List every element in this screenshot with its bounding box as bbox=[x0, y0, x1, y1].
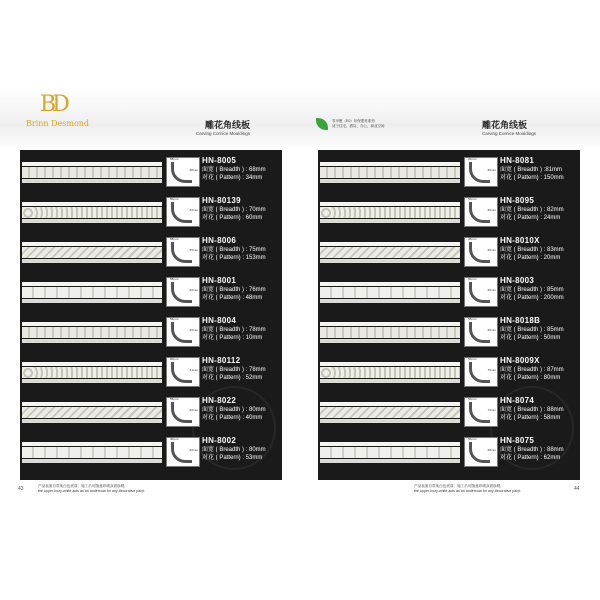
profile-curve-icon bbox=[171, 202, 192, 223]
dimension-height: 55mm bbox=[189, 248, 198, 252]
page-number-left: 43 bbox=[18, 486, 24, 492]
product-row bbox=[20, 236, 282, 276]
moulding-top-edge bbox=[22, 362, 162, 366]
product-breadth: 面宽 ( Breadth ) : 80mm bbox=[202, 407, 266, 413]
moulding-top-edge bbox=[320, 162, 460, 166]
product-breadth: 面宽 ( Breadth ) : 75mm bbox=[202, 247, 266, 253]
moulding-photo bbox=[22, 442, 162, 464]
footer-en: the upper ivory-white acts as an undercoat for any decorative paint. bbox=[414, 489, 522, 493]
moulding-top-edge bbox=[22, 322, 162, 326]
product-breadth: 面宽 ( Breadth ) : 82mm bbox=[500, 207, 564, 213]
moulding-top-edge bbox=[320, 362, 460, 366]
moulding-ornament bbox=[22, 367, 162, 378]
dimension-height: 60mm bbox=[487, 288, 496, 292]
page-title-right bbox=[482, 118, 536, 136]
profile-curve-icon bbox=[171, 242, 192, 263]
product-pattern: 对花 ( Pattern) : 60mm bbox=[202, 215, 263, 221]
product-row bbox=[20, 316, 282, 356]
profile-curve-icon bbox=[469, 362, 490, 383]
dimension-width: 32mm bbox=[468, 157, 477, 161]
moulding-photo bbox=[320, 202, 460, 224]
moulding-ornament bbox=[320, 207, 460, 218]
moulding-top-edge bbox=[320, 322, 460, 326]
moulding-photo bbox=[22, 402, 162, 424]
profile-curve-icon bbox=[469, 242, 490, 263]
dimension-height: 60mm bbox=[189, 408, 198, 412]
product-row bbox=[20, 396, 282, 436]
moulding-photo bbox=[22, 362, 162, 384]
moulding-bottom-edge bbox=[22, 419, 162, 423]
dimension-height: 60mm bbox=[487, 328, 496, 332]
moulding-photo bbox=[22, 162, 162, 184]
moulding-bottom-edge bbox=[22, 339, 162, 343]
moulding-photo bbox=[320, 282, 460, 304]
product-code: HN-8010X bbox=[500, 236, 540, 245]
dimension-width: 48mm bbox=[468, 237, 477, 241]
product-pattern: 对花 ( Pattern) : 80mm bbox=[500, 375, 561, 381]
moulding-photo bbox=[320, 402, 460, 424]
moulding-ornament bbox=[22, 247, 162, 258]
title-cn: 雕花角线板 bbox=[205, 120, 251, 130]
product-pattern: 对花 ( Pattern) : 58mm bbox=[500, 415, 561, 421]
product-pattern: 对花 ( Pattern) : 200mm bbox=[500, 295, 564, 301]
moulding-top-edge bbox=[320, 202, 460, 206]
product-info bbox=[500, 316, 580, 342]
product-code: HN-8074 bbox=[500, 396, 535, 405]
product-breadth: 面宽 ( Breadth ) : 80mm bbox=[202, 447, 266, 453]
moulding-photo bbox=[22, 322, 162, 344]
moulding-photo bbox=[320, 322, 460, 344]
product-row bbox=[318, 436, 580, 476]
leaf-icon bbox=[316, 118, 328, 130]
product-code: HN-8009X bbox=[500, 356, 540, 365]
product-breadth: 面宽 ( Breadth ) : 83mm bbox=[500, 247, 564, 253]
product-pattern: 对花 ( Pattern) : 62mm bbox=[500, 455, 561, 461]
profile-diagram bbox=[166, 437, 200, 467]
dimension-height: 66mm bbox=[487, 248, 496, 252]
title-cn: 雕花角线板 bbox=[482, 120, 528, 130]
dimension-width: 68mm bbox=[170, 237, 179, 241]
product-row bbox=[318, 356, 580, 396]
product-row bbox=[318, 396, 580, 436]
eco-line-2: 适于住宅、酒店、办公、商业空间 bbox=[332, 124, 385, 128]
product-pattern: 对花 ( Pattern) : 10mm bbox=[202, 335, 263, 341]
product-info bbox=[500, 436, 580, 462]
dimension-width: 50mm bbox=[468, 357, 477, 361]
product-code: HN-8005 bbox=[202, 156, 237, 165]
moulding-top-edge bbox=[320, 282, 460, 286]
moulding-ornament bbox=[320, 247, 460, 258]
moulding-ornament bbox=[320, 367, 460, 378]
product-info bbox=[500, 236, 580, 262]
product-row bbox=[318, 196, 580, 236]
profile-curve-icon bbox=[171, 362, 192, 383]
moulding-ornament bbox=[22, 287, 162, 298]
product-info bbox=[500, 356, 580, 382]
product-row bbox=[20, 156, 282, 196]
product-code: HN-8018B bbox=[500, 316, 541, 325]
footer-en: the upper ivory-white acts as an undercoat for any decorative paint. bbox=[38, 489, 146, 493]
moulding-bottom-edge bbox=[22, 179, 162, 183]
product-pattern: 对花 ( Pattern) : 48mm bbox=[202, 295, 263, 301]
title-en: Carving Cornice Mouldings bbox=[482, 131, 537, 136]
dimension-height: 60mm bbox=[189, 448, 198, 452]
product-code: HN-8001 bbox=[202, 276, 237, 285]
dimension-width: 54mm bbox=[170, 317, 179, 321]
moulding-ornament bbox=[320, 327, 460, 338]
profile-curve-icon bbox=[171, 162, 192, 183]
product-breadth: 面宽 ( Breadth ) :81mm bbox=[500, 167, 563, 173]
moulding-bottom-edge bbox=[320, 419, 460, 423]
product-breadth: 面宽 ( Breadth ) : 70mm bbox=[202, 207, 266, 213]
product-pattern: 对花 ( Pattern) : 20mm bbox=[500, 255, 561, 261]
product-row bbox=[20, 196, 282, 236]
title-en: Carving Cornice Mouldings bbox=[196, 131, 251, 136]
profile-diagram bbox=[166, 157, 200, 187]
dimension-width: 60mm bbox=[468, 277, 477, 281]
profile-diagram bbox=[166, 397, 200, 427]
profile-diagram bbox=[464, 317, 498, 347]
moulding-photo bbox=[320, 442, 460, 464]
dimension-height: 65mm bbox=[487, 168, 496, 172]
moulding-bottom-edge bbox=[22, 259, 162, 263]
dimension-height: 65mm bbox=[487, 208, 496, 212]
profile-diagram bbox=[464, 197, 498, 227]
dimension-height: 68mm bbox=[487, 448, 496, 452]
moulding-bottom-edge bbox=[320, 259, 460, 263]
moulding-top-edge bbox=[22, 242, 162, 246]
dimension-height: 68mm bbox=[189, 168, 198, 172]
product-info bbox=[202, 396, 282, 422]
footer-cn: 产品表面自带纯白色底漆，施工后可随意印刷双面涂刷。 bbox=[414, 484, 504, 488]
product-info bbox=[202, 276, 282, 302]
dimension-height: 65mm bbox=[189, 328, 198, 332]
moulding-top-edge bbox=[22, 162, 162, 166]
product-breadth: 面宽 ( Breadth ) : 76mm bbox=[202, 287, 266, 293]
dimension-width: 50mm bbox=[170, 197, 179, 201]
product-breadth: 面宽 ( Breadth ) : 78mm bbox=[202, 367, 266, 373]
moulding-ornament bbox=[320, 407, 460, 418]
moulding-top-edge bbox=[320, 442, 460, 446]
product-pattern: 对花 ( Pattern) : 52mm bbox=[202, 375, 263, 381]
product-code: HN-8002 bbox=[202, 436, 237, 445]
moulding-photo bbox=[22, 282, 162, 304]
dimension-width: 56mm bbox=[468, 437, 477, 441]
moulding-ornament bbox=[22, 207, 162, 218]
product-info bbox=[202, 436, 282, 462]
product-info bbox=[202, 156, 282, 182]
profile-diagram bbox=[166, 357, 200, 387]
moulding-ornament bbox=[320, 287, 460, 298]
moulding-bottom-edge bbox=[320, 339, 460, 343]
product-code: HN-80112 bbox=[202, 356, 241, 365]
logo-mark: BD bbox=[40, 92, 66, 117]
profile-diagram bbox=[166, 277, 200, 307]
profile-diagram bbox=[166, 237, 200, 267]
product-breadth: 面宽 ( Breadth ) : 88mm bbox=[500, 447, 564, 453]
product-breadth: 面宽 ( Breadth ) : 88mm bbox=[500, 407, 564, 413]
dimension-width: 60mm bbox=[170, 357, 179, 361]
page-number-right: 44 bbox=[574, 486, 580, 492]
product-code: HN-8022 bbox=[202, 396, 237, 405]
eco-line-1: 零甲醛（E0）环保建材系列 bbox=[332, 119, 375, 123]
profile-curve-icon bbox=[171, 402, 192, 423]
product-info bbox=[500, 156, 580, 182]
moulding-ornament bbox=[22, 407, 162, 418]
profile-curve-icon bbox=[171, 442, 192, 463]
product-code: HN-8004 bbox=[202, 316, 237, 325]
dimension-width: 40mm bbox=[170, 437, 179, 441]
product-breadth: 面宽 ( Breadth ) : 85mm bbox=[500, 327, 564, 333]
profile-diagram bbox=[166, 317, 200, 347]
product-info bbox=[500, 196, 580, 222]
moulding-bottom-edge bbox=[320, 179, 460, 183]
product-code: HN-8006 bbox=[202, 236, 237, 245]
moulding-photo bbox=[22, 202, 162, 224]
product-pattern: 对花 ( Pattern) : 40mm bbox=[202, 415, 263, 421]
moulding-top-edge bbox=[320, 402, 460, 406]
product-code: HN-8095 bbox=[500, 196, 535, 205]
moulding-photo bbox=[22, 242, 162, 264]
product-info bbox=[500, 396, 580, 422]
profile-diagram bbox=[464, 237, 498, 267]
moulding-top-edge bbox=[22, 282, 162, 286]
product-code: HN-8075 bbox=[500, 436, 535, 445]
profile-curve-icon bbox=[171, 322, 192, 343]
moulding-bottom-edge bbox=[320, 459, 460, 463]
profile-diagram bbox=[464, 437, 498, 467]
product-pattern: 对花 ( Pattern) : 53mm bbox=[202, 455, 263, 461]
product-info bbox=[202, 196, 282, 222]
profile-curve-icon bbox=[469, 162, 490, 183]
product-pattern: 对花 ( Pattern) : 153mm bbox=[202, 255, 266, 261]
product-row bbox=[20, 436, 282, 476]
product-row bbox=[20, 276, 282, 316]
moulding-photo bbox=[320, 162, 460, 184]
dimension-height: 70mm bbox=[487, 368, 496, 372]
product-row bbox=[20, 356, 282, 396]
moulding-bottom-edge bbox=[22, 299, 162, 303]
product-breadth: 面宽 ( Breadth ) : 68mm bbox=[202, 167, 266, 173]
moulding-ornament bbox=[320, 447, 460, 458]
dimension-height: 52mm bbox=[189, 208, 198, 212]
profile-curve-icon bbox=[469, 202, 490, 223]
eco-text bbox=[332, 119, 385, 129]
product-breadth: 面宽 ( Breadth ) : 87mm bbox=[500, 367, 564, 373]
product-breadth: 面宽 ( Breadth ) : 85mm bbox=[500, 287, 564, 293]
footer-note-left bbox=[38, 484, 145, 494]
moulding-ornament bbox=[22, 327, 162, 338]
product-panel-left bbox=[20, 150, 282, 480]
product-pattern: 对花 ( Pattern) : 150mm bbox=[500, 175, 564, 181]
product-info bbox=[202, 316, 282, 342]
dimension-height: 60mm bbox=[189, 288, 198, 292]
profile-curve-icon bbox=[469, 442, 490, 463]
product-info bbox=[500, 276, 580, 302]
product-pattern: 对花 ( Pattern) : 50mm bbox=[500, 335, 561, 341]
product-code: HN-80139 bbox=[202, 196, 241, 205]
moulding-bottom-edge bbox=[22, 459, 162, 463]
dimension-width: 55mm bbox=[170, 397, 179, 401]
moulding-bottom-edge bbox=[320, 219, 460, 223]
moulding-bottom-edge bbox=[22, 379, 162, 383]
moulding-top-edge bbox=[320, 242, 460, 246]
profile-curve-icon bbox=[469, 282, 490, 303]
moulding-photo bbox=[320, 242, 460, 264]
dimension-width: 50mm bbox=[468, 397, 477, 401]
moulding-ornament bbox=[320, 167, 460, 178]
profile-diagram bbox=[464, 397, 498, 427]
moulding-photo bbox=[320, 362, 460, 384]
moulding-top-edge bbox=[22, 442, 162, 446]
dimension-width: 58mm bbox=[468, 317, 477, 321]
dimension-width: 50mm bbox=[468, 197, 477, 201]
product-info bbox=[202, 236, 282, 262]
dimension-width: 68mm bbox=[170, 157, 179, 161]
dimension-height: 72mm bbox=[487, 408, 496, 412]
profile-diagram bbox=[166, 197, 200, 227]
brand-name: Brinn Desmond bbox=[26, 119, 90, 128]
product-breadth: 面宽 ( Breadth ) : 78mm bbox=[202, 327, 266, 333]
product-panel-right bbox=[318, 150, 580, 480]
moulding-bottom-edge bbox=[320, 379, 460, 383]
product-row bbox=[318, 236, 580, 276]
product-row bbox=[318, 316, 580, 356]
profile-diagram bbox=[464, 357, 498, 387]
moulding-bottom-edge bbox=[22, 219, 162, 223]
dimension-height: 61mm bbox=[189, 368, 198, 372]
product-code: HN-8003 bbox=[500, 276, 535, 285]
page-title-left bbox=[196, 118, 250, 136]
product-pattern: 对花 ( Pattern) : 34mm bbox=[202, 175, 263, 181]
product-row bbox=[318, 156, 580, 196]
product-pattern: 对花 ( Pattern) : 24mm bbox=[500, 215, 561, 221]
moulding-bottom-edge bbox=[320, 299, 460, 303]
footer-cn: 产品表面自带纯白色底漆，施工后可随意印刷双面涂刷。 bbox=[38, 484, 128, 488]
moulding-top-edge bbox=[22, 402, 162, 406]
brand-logo bbox=[26, 92, 116, 132]
moulding-ornament bbox=[22, 447, 162, 458]
product-info bbox=[202, 356, 282, 382]
profile-diagram bbox=[464, 277, 498, 307]
product-row bbox=[318, 276, 580, 316]
profile-curve-icon bbox=[469, 322, 490, 343]
profile-curve-icon bbox=[469, 402, 490, 423]
product-code: HN-8081 bbox=[500, 156, 535, 165]
profile-diagram bbox=[464, 157, 498, 187]
footer-note-right bbox=[414, 484, 521, 494]
profile-curve-icon bbox=[171, 282, 192, 303]
moulding-ornament bbox=[22, 167, 162, 178]
moulding-top-edge bbox=[22, 202, 162, 206]
eco-badge bbox=[316, 118, 385, 134]
dimension-width: 58mm bbox=[170, 277, 179, 281]
